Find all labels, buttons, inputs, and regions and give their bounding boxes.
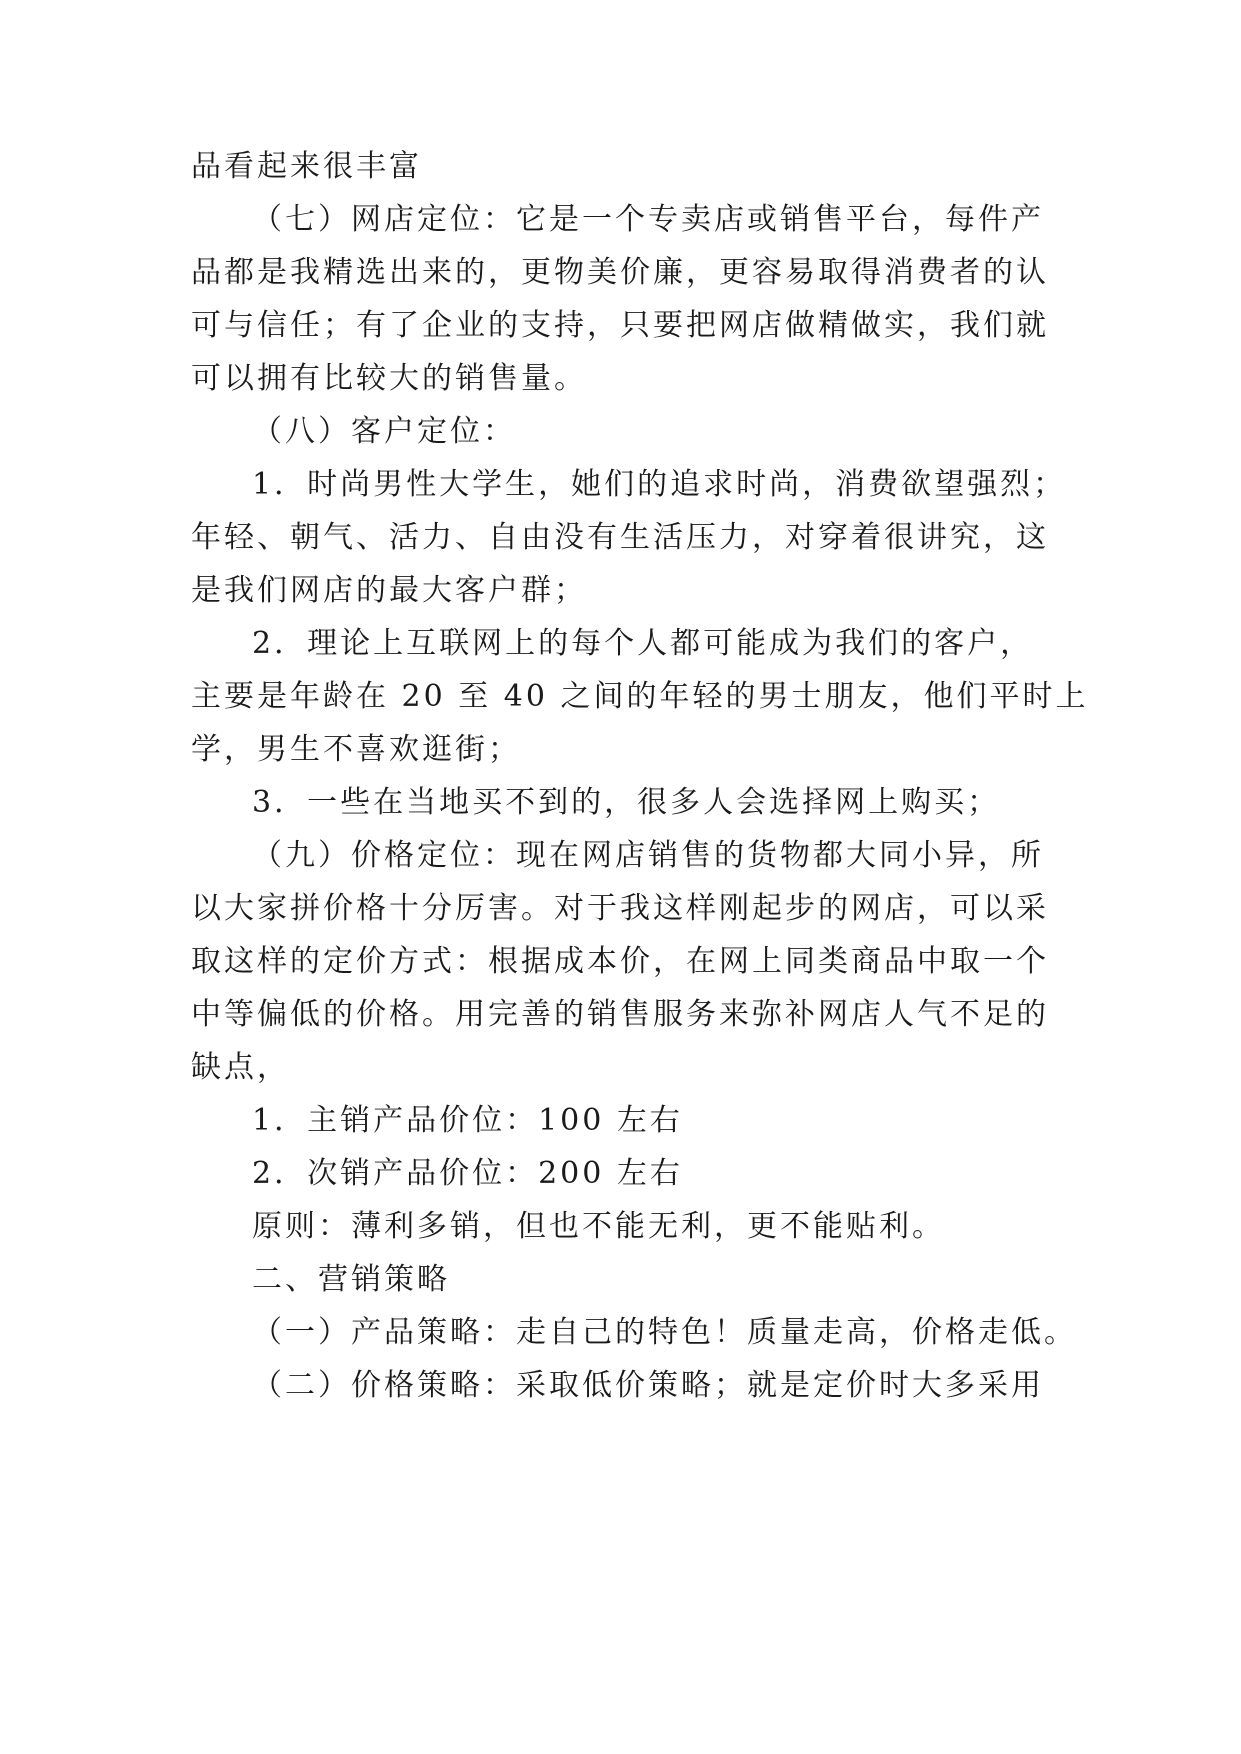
text-line: 主要是年龄在 20 至 40 之间的年轻的男士朋友，他们平时上 [191, 679, 1089, 714]
text-line: （九）价格定位：现在网店销售的货物都大同小异，所 [252, 838, 1044, 873]
text-line: 1．时尚男性大学生，她们的追求时尚，消费欲望强烈； [252, 467, 1067, 502]
text-line: （二）价格策略：采取低价策略；就是定价时大多采用 [252, 1368, 1044, 1403]
text-line: 品看起来很丰富 [191, 149, 422, 184]
text-line: 原则：薄利多销，但也不能无利，更不能贴利。 [252, 1209, 945, 1244]
text-line: 1．主销产品价位：100 左右 [252, 1103, 683, 1138]
text-line: （一）产品策略：走自己的特色！质量走高，价格走低。 [252, 1315, 1077, 1350]
section-heading: 二、营销策略 [252, 1262, 450, 1297]
text-line: 2．理论上互联网上的每个人都可能成为我们的客户， [252, 626, 1034, 661]
text-line: 学，男生不喜欢逛街； [191, 732, 521, 767]
text-line: 取这样的定价方式：根据成本价，在网上同类商品中取一个 [191, 944, 1049, 979]
text-line: 3．一些在当地买不到的，很多人会选择网上购买； [252, 785, 1001, 820]
text-line: 是我们网店的最大客户群； [191, 573, 587, 608]
text-line: 年轻、朝气、活力、自由没有生活压力，对穿着很讲究，这 [191, 520, 1049, 555]
text-line: 以大家拼价格十分厉害。对于我这样刚起步的网店，可以采 [191, 891, 1049, 926]
text-line: 缺点， [191, 1050, 290, 1085]
text-line: 可以拥有比较大的销售量。 [191, 361, 587, 396]
text-line: （七）网店定位：它是一个专卖店或销售平台，每件产 [252, 202, 1044, 237]
text-line: 可与信任；有了企业的支持，只要把网店做精做实，我们就 [191, 308, 1049, 343]
text-line: （八）客户定位： [252, 414, 516, 449]
text-line: 品都是我精选出来的，更物美价廉，更容易取得消费者的认 [191, 255, 1049, 290]
text-line: 中等偏低的价格。用完善的销售服务来弥补网店人气不足的 [191, 997, 1049, 1032]
text-line: 2．次销产品价位：200 左右 [252, 1156, 683, 1191]
